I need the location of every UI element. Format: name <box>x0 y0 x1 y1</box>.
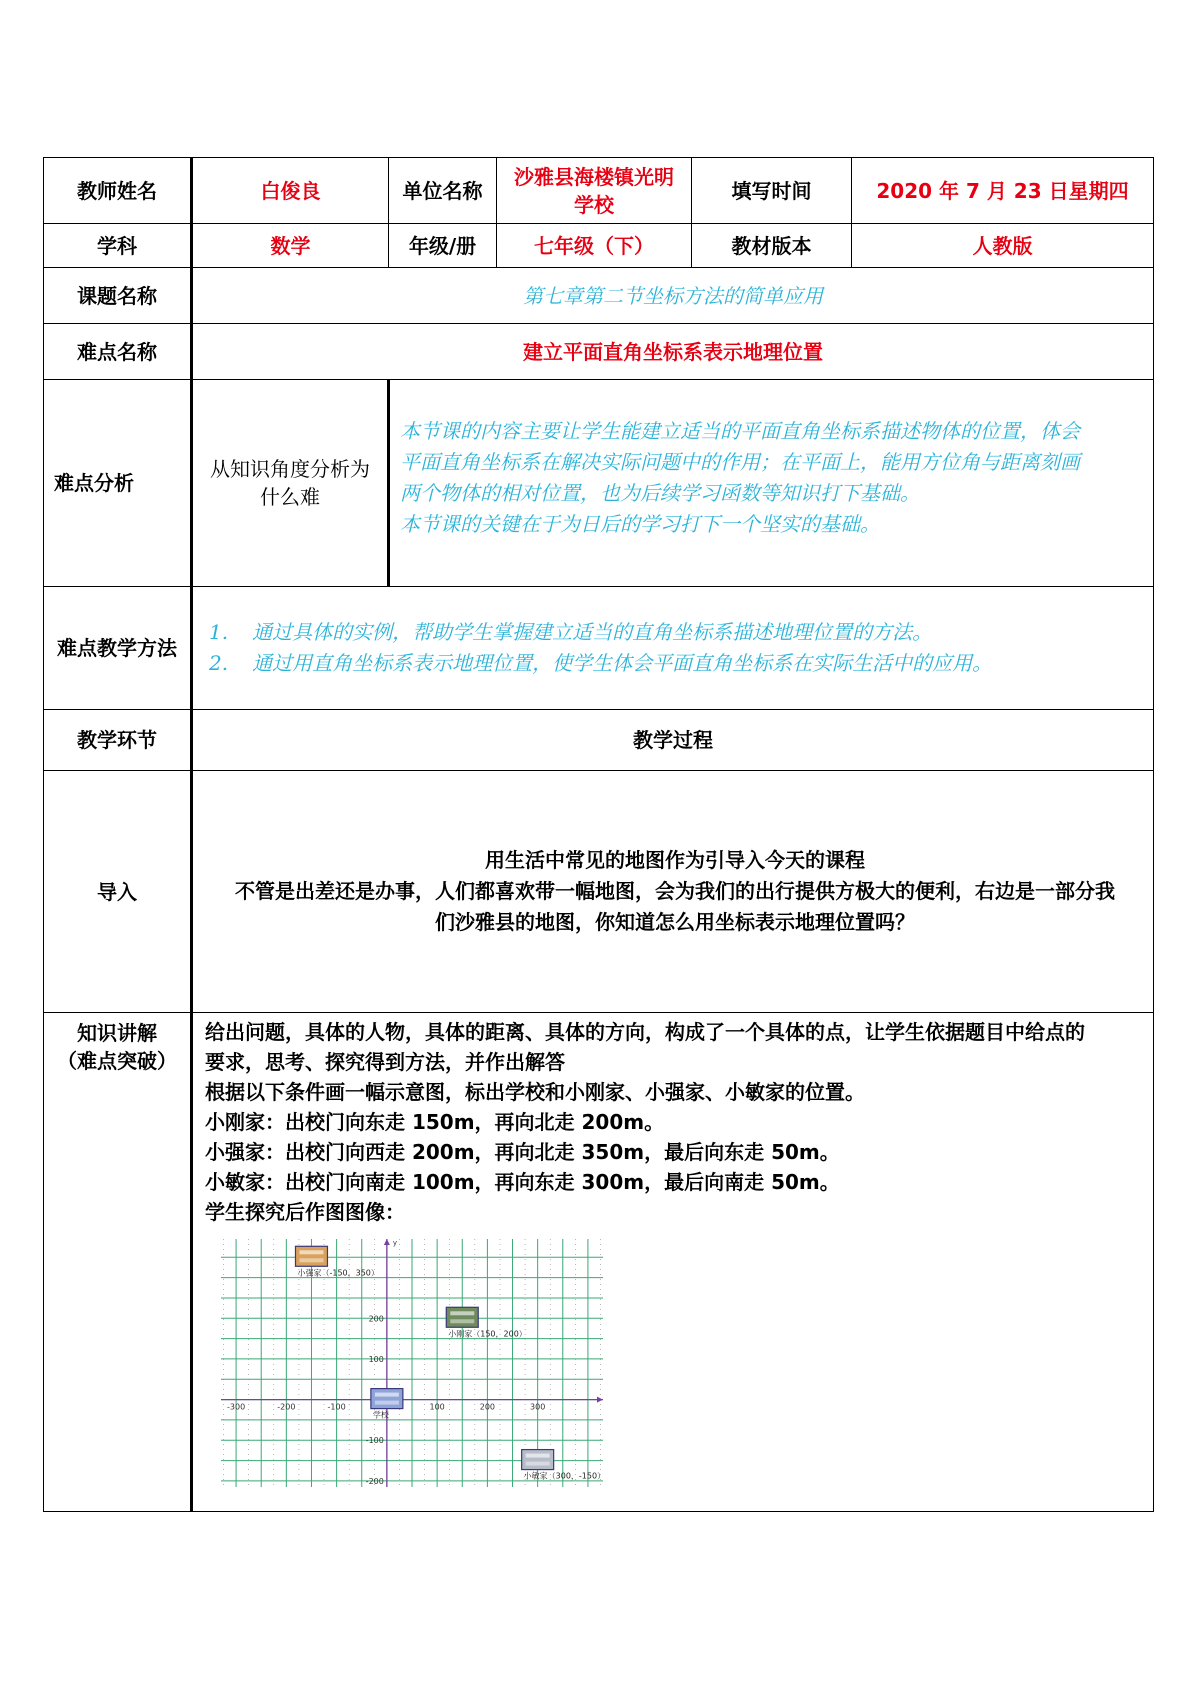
method-item <box>209 617 1153 648</box>
x-tick-label: 100 <box>429 1402 445 1412</box>
knowledge-label-main: 知识讲解 <box>77 1021 157 1045</box>
method-item <box>209 648 1153 679</box>
edition-label: 教材版本 <box>692 224 852 268</box>
point-label: 小敏家（300，-150） <box>523 1471 606 1481</box>
topic-value: 第七章第二节坐标方法的简单应用 <box>192 268 1154 324</box>
header-row-1 <box>44 158 1154 224</box>
intro-label: 导入 <box>44 771 192 1013</box>
date-label: 填写时间 <box>692 158 852 224</box>
methods-label: 难点教学方法 <box>44 587 192 710</box>
methods-list <box>197 617 1153 679</box>
building-marker <box>295 1246 327 1266</box>
coordinate-plot <box>217 1233 607 1493</box>
analysis-content <box>389 380 1154 587</box>
y-axis-arrow <box>384 1239 390 1245</box>
point-label: 学校 <box>372 1410 389 1420</box>
topic-label: 课题名称 <box>44 268 192 324</box>
building-window-band <box>526 1454 550 1458</box>
knowledge-line: 给出问题，具体的人物，具体的距离、具体的方向，构成了一个具体的点，让学生依据题目中给点的 <box>205 1020 1085 1044</box>
coordinate-figure <box>217 1233 1145 1500</box>
building-window-band <box>299 1250 323 1254</box>
x-tick-label: 300 <box>530 1402 546 1412</box>
method-number: 2. <box>209 651 229 675</box>
building-marker <box>446 1307 478 1327</box>
building-window-band <box>375 1393 399 1397</box>
analysis-row <box>44 380 1154 587</box>
knowledge-line: 要求，思考、探究得到方法，并作出解答 <box>205 1050 565 1074</box>
lesson-plan-table <box>43 157 1154 1512</box>
knowledge-label <box>44 1013 192 1512</box>
intro-line: 不管是出差还是办事，人们都喜欢带一幅地图，会为我们的出行提供方极大的便利，右边是一部分我 <box>235 879 1115 903</box>
y-axis-label: y <box>392 1239 398 1247</box>
unit-value: 沙雅县海楼镇光明学校 <box>497 158 692 224</box>
y-tick-label: -200 <box>365 1476 384 1486</box>
analysis-line: 两个物体的相对位置，也为后续学习函数等知识打下基础。 <box>400 481 920 505</box>
analysis-sub-label: 从知识角度分析为什么难 <box>192 380 389 587</box>
building-window-band <box>375 1401 399 1405</box>
teacher-value: 白俊良 <box>192 158 389 224</box>
knowledge-content <box>192 1013 1154 1512</box>
process-header-value: 教学过程 <box>192 710 1154 771</box>
knowledge-line: 小刚家：出校门向东走 150m，再向北走 200m。 <box>205 1110 665 1134</box>
subject-value: 数学 <box>192 224 389 268</box>
intro-line: 们沙雅县的地图，你知道怎么用坐标表示地理位置吗？ <box>435 910 915 934</box>
y-tick-label: 200 <box>368 1314 384 1324</box>
knowledge-label-sub: （难点突破） <box>57 1049 177 1073</box>
process-header-row <box>44 710 1154 771</box>
point-label: 小强家（-150，350） <box>297 1268 379 1278</box>
topic-row <box>44 268 1154 324</box>
analysis-label: 难点分析 <box>44 380 192 587</box>
building-window-band <box>450 1319 474 1323</box>
grade-label: 年级/册 <box>389 224 497 268</box>
method-text: 通过用直角坐标系表示地理位置，使学生体会平面直角坐标系在实际生活中的应用。 <box>252 651 993 675</box>
point-label: 小刚家（150，200） <box>448 1329 527 1339</box>
building-marker <box>371 1389 403 1409</box>
intro-content <box>192 771 1154 1013</box>
analysis-lines <box>400 416 1145 540</box>
header-row-2 <box>44 224 1154 268</box>
methods-row <box>44 587 1154 710</box>
teacher-label: 教师姓名 <box>44 158 192 224</box>
knowledge-line: 学生探究后作图图像： <box>205 1200 405 1224</box>
building-window-band <box>299 1258 323 1262</box>
x-tick-label: -100 <box>327 1402 346 1412</box>
y-tick-label: 100 <box>368 1354 384 1364</box>
x-axis-arrow <box>597 1397 603 1403</box>
building-window-band <box>526 1462 550 1466</box>
building-marker <box>522 1450 554 1470</box>
methods-content <box>192 587 1154 710</box>
knowledge-line: 小敏家：出校门向南走 100m，再向东走 300m，最后向南走 50m。 <box>205 1170 840 1194</box>
date-value: 2020 年 7 月 23 日星期四 <box>852 158 1154 224</box>
x-tick-label: 200 <box>479 1402 496 1412</box>
building-window-band <box>450 1311 474 1315</box>
intro-row <box>44 771 1154 1013</box>
knowledge-line: 根据以下条件画一幅示意图，标出学校和小刚家、小强家、小敏家的位置。 <box>205 1080 865 1104</box>
unit-label: 单位名称 <box>389 158 497 224</box>
y-tick-label: -100 <box>365 1436 384 1446</box>
intro-line: 用生活中常见的地图作为引导入今天的课程 <box>485 848 865 872</box>
difficulty-value: 建立平面直角坐标系表示地理位置 <box>192 324 1154 380</box>
x-tick-label: -300 <box>227 1402 246 1412</box>
knowledge-line: 小强家：出校门向西走 200m，再向北走 350m，最后向东走 50m。 <box>205 1140 840 1164</box>
analysis-line: 平面直角坐标系在解决实际问题中的作用；在平面上，能用方位角与距离刻画 <box>400 450 1080 474</box>
process-stage-label: 教学环节 <box>44 710 192 771</box>
x-tick-label: -200 <box>277 1402 296 1412</box>
grade-value: 七年级（下） <box>497 224 692 268</box>
analysis-line: 本节课的内容主要让学生能建立适当的平面直角坐标系描述物体的位置，体会 <box>400 419 1080 443</box>
edition-value: 人教版 <box>852 224 1154 268</box>
difficulty-row <box>44 324 1154 380</box>
subject-label: 学科 <box>44 224 192 268</box>
knowledge-row <box>44 1013 1154 1512</box>
lesson-plan-sheet <box>43 157 1153 1521</box>
method-text: 通过具体的实例，帮助学生掌握建立适当的直角坐标系描述地理位置的方法。 <box>252 620 933 644</box>
method-number: 1. <box>209 620 229 644</box>
knowledge-text <box>205 1017 1145 1227</box>
analysis-line: 本节课的关键在于为日后的学习打下一个坚实的基础。 <box>400 512 880 536</box>
difficulty-label: 难点名称 <box>44 324 192 380</box>
